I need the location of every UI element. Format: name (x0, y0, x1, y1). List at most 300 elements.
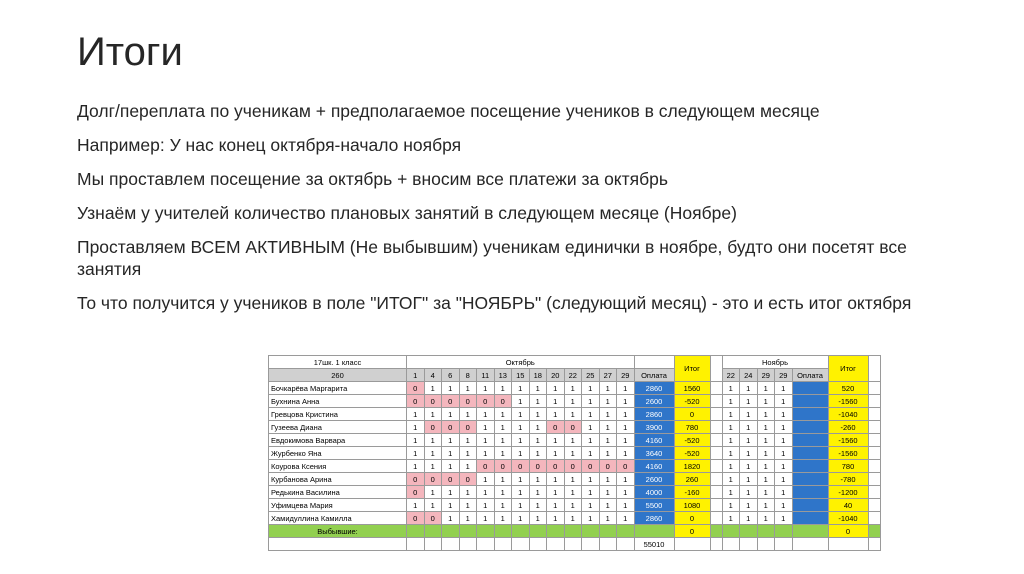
price-cell[interactable]: 260 (269, 369, 407, 382)
spacer-cell[interactable] (868, 499, 880, 512)
october-attendance-cell[interactable]: 1 (459, 512, 477, 525)
dropped-cell[interactable] (582, 525, 600, 538)
october-attendance-cell[interactable]: 0 (442, 473, 460, 486)
spacer-cell[interactable] (868, 395, 880, 408)
november-attendance-cell[interactable]: 1 (757, 421, 775, 434)
october-attendance-cell[interactable]: 1 (599, 382, 617, 395)
dropped-cell[interactable] (512, 525, 530, 538)
dropped-nov-total-cell[interactable]: 0 (828, 525, 868, 538)
october-attendance-cell[interactable]: 0 (599, 460, 617, 473)
oct-total-header-cell[interactable]: Итог (674, 356, 710, 382)
october-attendance-cell[interactable]: 1 (564, 486, 582, 499)
october-attendance-cell[interactable]: 1 (617, 382, 635, 395)
student-name-cell[interactable]: Гревцова Кристина (269, 408, 407, 421)
october-attendance-cell[interactable]: 1 (582, 499, 600, 512)
empty-cell[interactable] (442, 538, 460, 551)
empty-cell[interactable] (868, 538, 880, 551)
october-attendance-cell[interactable]: 1 (424, 486, 442, 499)
october-attendance-cell[interactable]: 0 (547, 460, 565, 473)
october-attendance-cell[interactable]: 0 (424, 473, 442, 486)
october-attendance-cell[interactable]: 1 (477, 512, 495, 525)
october-payment-cell[interactable]: 2860 (634, 382, 674, 395)
november-total-cell[interactable]: 40 (828, 499, 868, 512)
october-day-header[interactable]: 29 (617, 369, 635, 382)
october-attendance-cell[interactable]: 1 (512, 499, 530, 512)
october-attendance-cell[interactable]: 1 (564, 473, 582, 486)
october-attendance-cell[interactable]: 1 (547, 382, 565, 395)
dropped-cell[interactable] (564, 525, 582, 538)
october-attendance-cell[interactable]: 1 (599, 408, 617, 421)
october-attendance-cell[interactable]: 1 (424, 408, 442, 421)
november-attendance-cell[interactable]: 1 (740, 395, 758, 408)
october-payment-cell[interactable]: 4000 (634, 486, 674, 499)
october-attendance-cell[interactable]: 1 (512, 486, 530, 499)
spacer-cell[interactable] (868, 421, 880, 434)
october-attendance-cell[interactable]: 1 (617, 421, 635, 434)
empty-cell[interactable] (494, 538, 512, 551)
dropped-cell[interactable] (775, 525, 793, 538)
october-attendance-cell[interactable]: 0 (512, 460, 530, 473)
empty-cell[interactable] (740, 538, 758, 551)
spacer-cell[interactable] (710, 460, 722, 473)
november-total-cell[interactable]: -1560 (828, 447, 868, 460)
october-attendance-cell[interactable]: 0 (424, 395, 442, 408)
dropped-cell[interactable] (459, 525, 477, 538)
student-name-cell[interactable]: Гузеева Диана (269, 421, 407, 434)
october-attendance-cell[interactable]: 1 (459, 408, 477, 421)
october-attendance-cell[interactable]: 1 (599, 512, 617, 525)
november-total-cell[interactable]: -260 (828, 421, 868, 434)
empty-cell[interactable] (459, 538, 477, 551)
october-attendance-cell[interactable]: 1 (564, 382, 582, 395)
october-attendance-cell[interactable]: 1 (494, 512, 512, 525)
student-name-cell[interactable]: Евдокимова Варвара (269, 434, 407, 447)
spacer-cell[interactable] (710, 486, 722, 499)
october-attendance-cell[interactable]: 0 (477, 460, 495, 473)
november-attendance-cell[interactable]: 1 (775, 395, 793, 408)
spacer-cell[interactable] (868, 408, 880, 421)
october-attendance-cell[interactable]: 1 (424, 382, 442, 395)
spacer-cell[interactable] (710, 356, 722, 382)
november-payment-cell[interactable] (792, 421, 828, 434)
october-attendance-cell[interactable]: 1 (477, 408, 495, 421)
november-attendance-cell[interactable]: 1 (740, 421, 758, 434)
november-payment-cell[interactable] (792, 434, 828, 447)
dropped-cell[interactable] (547, 525, 565, 538)
spacer-cell[interactable] (868, 356, 880, 382)
november-attendance-cell[interactable]: 1 (740, 408, 758, 421)
dropped-cell[interactable] (424, 525, 442, 538)
empty-cell[interactable] (512, 538, 530, 551)
student-name-cell[interactable]: Журбенко Яна (269, 447, 407, 460)
october-total-cell[interactable]: 0 (674, 408, 710, 421)
empty-cell[interactable] (407, 538, 425, 551)
spacer-cell[interactable] (868, 382, 880, 395)
october-attendance-cell[interactable]: 1 (529, 512, 547, 525)
november-attendance-cell[interactable]: 1 (775, 512, 793, 525)
november-header-cell[interactable]: Ноябрь (722, 356, 828, 369)
october-attendance-cell[interactable]: 1 (617, 408, 635, 421)
empty-cell[interactable] (722, 538, 740, 551)
student-name-cell[interactable]: Уфимцева Мария (269, 499, 407, 512)
spacer-cell[interactable] (710, 447, 722, 460)
october-payment-cell[interactable]: 3640 (634, 447, 674, 460)
october-payment-cell[interactable]: 4160 (634, 460, 674, 473)
october-attendance-cell[interactable]: 1 (617, 499, 635, 512)
dropped-cell[interactable] (407, 525, 425, 538)
spacer-cell[interactable] (868, 434, 880, 447)
october-attendance-cell[interactable]: 1 (459, 382, 477, 395)
november-attendance-cell[interactable]: 1 (722, 486, 740, 499)
october-attendance-cell[interactable]: 1 (582, 486, 600, 499)
november-attendance-cell[interactable]: 1 (722, 499, 740, 512)
october-attendance-cell[interactable]: 1 (582, 473, 600, 486)
november-payment-cell[interactable] (792, 408, 828, 421)
october-attendance-cell[interactable]: 0 (564, 421, 582, 434)
dropped-cell[interactable] (599, 525, 617, 538)
october-attendance-cell[interactable]: 0 (582, 460, 600, 473)
october-attendance-cell[interactable]: 1 (512, 447, 530, 460)
october-attendance-cell[interactable]: 1 (547, 434, 565, 447)
dropped-cell[interactable] (710, 525, 722, 538)
october-attendance-cell[interactable]: 1 (512, 512, 530, 525)
october-attendance-cell[interactable]: 0 (407, 486, 425, 499)
october-total-cell[interactable]: 1820 (674, 460, 710, 473)
october-attendance-cell[interactable]: 0 (407, 382, 425, 395)
dropped-cell[interactable] (477, 525, 495, 538)
november-attendance-cell[interactable]: 1 (775, 421, 793, 434)
october-attendance-cell[interactable]: 1 (407, 460, 425, 473)
november-payment-cell[interactable] (792, 486, 828, 499)
october-total-cell[interactable]: 260 (674, 473, 710, 486)
october-attendance-cell[interactable]: 1 (564, 395, 582, 408)
november-attendance-cell[interactable]: 1 (740, 382, 758, 395)
nov-total-header-cell[interactable]: Итог (828, 356, 868, 382)
spacer-cell[interactable] (710, 499, 722, 512)
november-attendance-cell[interactable]: 1 (775, 499, 793, 512)
october-attendance-cell[interactable]: 1 (582, 434, 600, 447)
october-attendance-cell[interactable]: 1 (617, 473, 635, 486)
november-attendance-cell[interactable]: 1 (757, 499, 775, 512)
november-attendance-cell[interactable]: 1 (722, 408, 740, 421)
empty-cell[interactable] (424, 538, 442, 551)
november-attendance-cell[interactable]: 1 (757, 486, 775, 499)
october-attendance-cell[interactable]: 1 (564, 512, 582, 525)
empty-cell[interactable] (582, 538, 600, 551)
dropped-cell[interactable] (617, 525, 635, 538)
dropped-cell[interactable] (442, 525, 460, 538)
november-attendance-cell[interactable]: 1 (775, 434, 793, 447)
spacer-cell[interactable] (868, 447, 880, 460)
november-attendance-cell[interactable]: 1 (775, 486, 793, 499)
november-attendance-cell[interactable]: 1 (722, 382, 740, 395)
october-attendance-cell[interactable]: 0 (494, 460, 512, 473)
october-payment-cell[interactable]: 2860 (634, 512, 674, 525)
dropped-cell[interactable] (792, 525, 828, 538)
spacer-cell[interactable] (710, 512, 722, 525)
spacer-cell[interactable] (710, 434, 722, 447)
october-attendance-cell[interactable]: 1 (442, 382, 460, 395)
november-attendance-cell[interactable]: 1 (722, 512, 740, 525)
student-name-cell[interactable]: Курбанова Арина (269, 473, 407, 486)
october-attendance-cell[interactable]: 1 (599, 447, 617, 460)
november-attendance-cell[interactable]: 1 (722, 395, 740, 408)
october-attendance-cell[interactable]: 1 (617, 447, 635, 460)
october-attendance-cell[interactable]: 1 (529, 486, 547, 499)
october-payment-cell[interactable]: 4160 (634, 434, 674, 447)
november-attendance-cell[interactable]: 1 (722, 473, 740, 486)
empty-cell[interactable] (710, 538, 722, 551)
october-attendance-cell[interactable]: 1 (442, 499, 460, 512)
empty-cell[interactable] (564, 538, 582, 551)
november-total-cell[interactable]: -1040 (828, 512, 868, 525)
november-payment-cell[interactable] (792, 512, 828, 525)
spacer-cell[interactable] (710, 421, 722, 434)
october-payment-cell[interactable]: 2860 (634, 408, 674, 421)
october-day-header[interactable]: 18 (529, 369, 547, 382)
november-attendance-cell[interactable]: 1 (757, 408, 775, 421)
october-total-cell[interactable]: -520 (674, 434, 710, 447)
october-attendance-cell[interactable]: 0 (459, 395, 477, 408)
november-payment-cell[interactable] (792, 447, 828, 460)
october-attendance-cell[interactable]: 1 (529, 408, 547, 421)
dropped-label-cell[interactable]: Выбывшие: (269, 525, 407, 538)
october-attendance-cell[interactable]: 0 (424, 512, 442, 525)
october-attendance-cell[interactable]: 1 (582, 382, 600, 395)
empty-cell[interactable] (477, 538, 495, 551)
october-attendance-cell[interactable]: 1 (477, 447, 495, 460)
spacer-cell[interactable] (868, 486, 880, 499)
october-attendance-cell[interactable]: 1 (512, 421, 530, 434)
october-attendance-cell[interactable]: 1 (617, 512, 635, 525)
october-attendance-cell[interactable]: 1 (424, 447, 442, 460)
october-attendance-cell[interactable]: 1 (512, 473, 530, 486)
october-attendance-cell[interactable]: 1 (617, 434, 635, 447)
october-attendance-cell[interactable]: 1 (494, 499, 512, 512)
october-day-header[interactable]: 25 (582, 369, 600, 382)
october-attendance-cell[interactable]: 1 (494, 421, 512, 434)
october-attendance-cell[interactable]: 1 (547, 512, 565, 525)
november-payment-cell[interactable] (792, 460, 828, 473)
student-name-cell[interactable]: Бухнина Анна (269, 395, 407, 408)
october-attendance-cell[interactable]: 1 (617, 486, 635, 499)
october-attendance-cell[interactable]: 1 (477, 499, 495, 512)
october-attendance-cell[interactable]: 1 (582, 408, 600, 421)
october-attendance-cell[interactable]: 1 (582, 512, 600, 525)
empty-cell[interactable] (599, 538, 617, 551)
november-attendance-cell[interactable]: 1 (722, 421, 740, 434)
october-day-header[interactable]: 27 (599, 369, 617, 382)
october-header-cell[interactable]: Октябрь (407, 356, 635, 369)
october-payment-cell[interactable]: 3900 (634, 421, 674, 434)
october-attendance-cell[interactable]: 1 (529, 499, 547, 512)
october-attendance-cell[interactable]: 1 (547, 499, 565, 512)
november-attendance-cell[interactable]: 1 (740, 460, 758, 473)
october-attendance-cell[interactable]: 1 (494, 447, 512, 460)
october-attendance-cell[interactable]: 1 (477, 421, 495, 434)
october-attendance-cell[interactable]: 0 (442, 395, 460, 408)
october-attendance-cell[interactable]: 1 (547, 473, 565, 486)
october-attendance-cell[interactable]: 1 (494, 486, 512, 499)
october-attendance-cell[interactable]: 1 (459, 499, 477, 512)
empty-cell[interactable] (775, 538, 793, 551)
october-attendance-cell[interactable]: 1 (547, 447, 565, 460)
dropped-cell[interactable] (868, 525, 880, 538)
november-attendance-cell[interactable]: 1 (757, 434, 775, 447)
october-attendance-cell[interactable]: 1 (547, 408, 565, 421)
dropped-cell[interactable] (529, 525, 547, 538)
spacer-cell[interactable] (868, 512, 880, 525)
spacer-cell[interactable] (710, 408, 722, 421)
october-attendance-cell[interactable]: 1 (529, 395, 547, 408)
empty-cell[interactable] (269, 538, 407, 551)
november-day-header[interactable]: 29 (775, 369, 793, 382)
october-attendance-cell[interactable]: 1 (599, 473, 617, 486)
october-attendance-cell[interactable]: 0 (617, 460, 635, 473)
oct-payment-header[interactable]: Оплата (634, 369, 674, 382)
empty-cell[interactable] (792, 538, 828, 551)
november-attendance-cell[interactable]: 1 (740, 434, 758, 447)
class-label-cell[interactable]: 17шк. 1 класс (269, 356, 407, 369)
spacer-cell[interactable] (710, 395, 722, 408)
october-attendance-cell[interactable]: 1 (564, 408, 582, 421)
october-day-header[interactable]: 20 (547, 369, 565, 382)
october-attendance-cell[interactable]: 1 (512, 395, 530, 408)
october-attendance-cell[interactable]: 1 (529, 434, 547, 447)
november-attendance-cell[interactable]: 1 (757, 395, 775, 408)
spacer-cell[interactable] (710, 473, 722, 486)
october-total-cell[interactable]: 0 (674, 512, 710, 525)
october-attendance-cell[interactable]: 1 (582, 421, 600, 434)
october-attendance-cell[interactable]: 1 (442, 486, 460, 499)
student-name-cell[interactable]: Редькина Василина (269, 486, 407, 499)
october-attendance-cell[interactable]: 1 (407, 434, 425, 447)
november-attendance-cell[interactable]: 1 (740, 486, 758, 499)
october-attendance-cell[interactable]: 1 (512, 382, 530, 395)
october-attendance-cell[interactable]: 1 (442, 408, 460, 421)
october-day-header[interactable]: 4 (424, 369, 442, 382)
empty-cell[interactable] (529, 538, 547, 551)
october-attendance-cell[interactable]: 1 (477, 486, 495, 499)
empty-cell[interactable] (674, 538, 710, 551)
october-attendance-cell[interactable]: 1 (599, 395, 617, 408)
november-attendance-cell[interactable]: 1 (757, 473, 775, 486)
november-attendance-cell[interactable]: 1 (740, 473, 758, 486)
october-attendance-cell[interactable]: 1 (442, 512, 460, 525)
october-attendance-cell[interactable]: 0 (477, 395, 495, 408)
october-attendance-cell[interactable]: 1 (529, 447, 547, 460)
october-attendance-cell[interactable]: 1 (442, 447, 460, 460)
student-name-cell[interactable]: Хамидуллина Камилла (269, 512, 407, 525)
october-attendance-cell[interactable]: 1 (599, 486, 617, 499)
dropped-cell[interactable] (634, 525, 674, 538)
october-attendance-cell[interactable]: 1 (407, 421, 425, 434)
october-total-cell[interactable]: 780 (674, 421, 710, 434)
october-attendance-cell[interactable]: 0 (564, 460, 582, 473)
october-day-header[interactable]: 8 (459, 369, 477, 382)
november-total-cell[interactable]: -780 (828, 473, 868, 486)
october-attendance-cell[interactable]: 1 (617, 395, 635, 408)
october-attendance-cell[interactable]: 1 (424, 434, 442, 447)
student-name-cell[interactable]: Бочкарёва Маргарита (269, 382, 407, 395)
october-attendance-cell[interactable]: 0 (407, 512, 425, 525)
spacer-cell[interactable] (868, 473, 880, 486)
october-day-header[interactable]: 13 (494, 369, 512, 382)
october-day-header[interactable]: 15 (512, 369, 530, 382)
october-payment-cell[interactable]: 5500 (634, 499, 674, 512)
dropped-cell[interactable] (494, 525, 512, 538)
october-attendance-cell[interactable]: 1 (407, 408, 425, 421)
october-total-cell[interactable]: 1560 (674, 382, 710, 395)
november-attendance-cell[interactable]: 1 (775, 382, 793, 395)
october-attendance-cell[interactable]: 1 (599, 421, 617, 434)
november-total-cell[interactable]: -1040 (828, 408, 868, 421)
november-attendance-cell[interactable]: 1 (740, 447, 758, 460)
dropped-cell[interactable] (740, 525, 758, 538)
november-attendance-cell[interactable]: 1 (757, 447, 775, 460)
october-attendance-cell[interactable]: 1 (529, 473, 547, 486)
october-attendance-cell[interactable]: 0 (442, 421, 460, 434)
october-attendance-cell[interactable]: 0 (407, 473, 425, 486)
october-attendance-cell[interactable]: 1 (494, 382, 512, 395)
empty-cell[interactable] (828, 538, 868, 551)
october-attendance-cell[interactable]: 1 (564, 434, 582, 447)
empty-cell[interactable] (617, 538, 635, 551)
october-attendance-cell[interactable]: 1 (477, 434, 495, 447)
spacer-cell[interactable] (868, 460, 880, 473)
october-day-header[interactable]: 22 (564, 369, 582, 382)
october-attendance-cell[interactable]: 1 (512, 408, 530, 421)
october-attendance-cell[interactable]: 1 (529, 382, 547, 395)
october-attendance-cell[interactable]: 1 (564, 499, 582, 512)
october-attendance-cell[interactable]: 1 (424, 499, 442, 512)
november-attendance-cell[interactable]: 1 (740, 512, 758, 525)
october-attendance-cell[interactable]: 0 (547, 421, 565, 434)
empty-cell[interactable] (757, 538, 775, 551)
oct-payment-spacer[interactable] (634, 356, 674, 369)
november-payment-cell[interactable] (792, 395, 828, 408)
october-total-cell[interactable]: 1080 (674, 499, 710, 512)
november-total-cell[interactable]: 780 (828, 460, 868, 473)
november-day-header[interactable]: 24 (740, 369, 758, 382)
october-attendance-cell[interactable]: 1 (547, 395, 565, 408)
november-attendance-cell[interactable]: 1 (757, 382, 775, 395)
november-attendance-cell[interactable]: 1 (757, 460, 775, 473)
october-attendance-cell[interactable]: 1 (582, 395, 600, 408)
october-attendance-cell[interactable]: 0 (424, 421, 442, 434)
october-attendance-cell[interactable]: 1 (459, 447, 477, 460)
empty-cell[interactable] (547, 538, 565, 551)
november-attendance-cell[interactable]: 1 (722, 447, 740, 460)
dropped-oct-total-cell[interactable]: 0 (674, 525, 710, 538)
october-attendance-cell[interactable]: 1 (494, 408, 512, 421)
student-name-cell[interactable]: Коурова Ксения (269, 460, 407, 473)
november-total-cell[interactable]: 520 (828, 382, 868, 395)
november-day-header[interactable]: 29 (757, 369, 775, 382)
october-attendance-cell[interactable]: 0 (494, 395, 512, 408)
october-attendance-cell[interactable]: 1 (459, 434, 477, 447)
payment-sum-cell[interactable]: 55010 (634, 538, 674, 551)
november-payment-cell[interactable] (792, 499, 828, 512)
november-attendance-cell[interactable]: 1 (757, 512, 775, 525)
november-attendance-cell[interactable]: 1 (775, 460, 793, 473)
october-total-cell[interactable]: -520 (674, 447, 710, 460)
october-attendance-cell[interactable]: 1 (599, 499, 617, 512)
october-day-header[interactable]: 1 (407, 369, 425, 382)
october-attendance-cell[interactable]: 1 (424, 460, 442, 473)
october-attendance-cell[interactable]: 1 (442, 460, 460, 473)
october-attendance-cell[interactable]: 1 (442, 434, 460, 447)
